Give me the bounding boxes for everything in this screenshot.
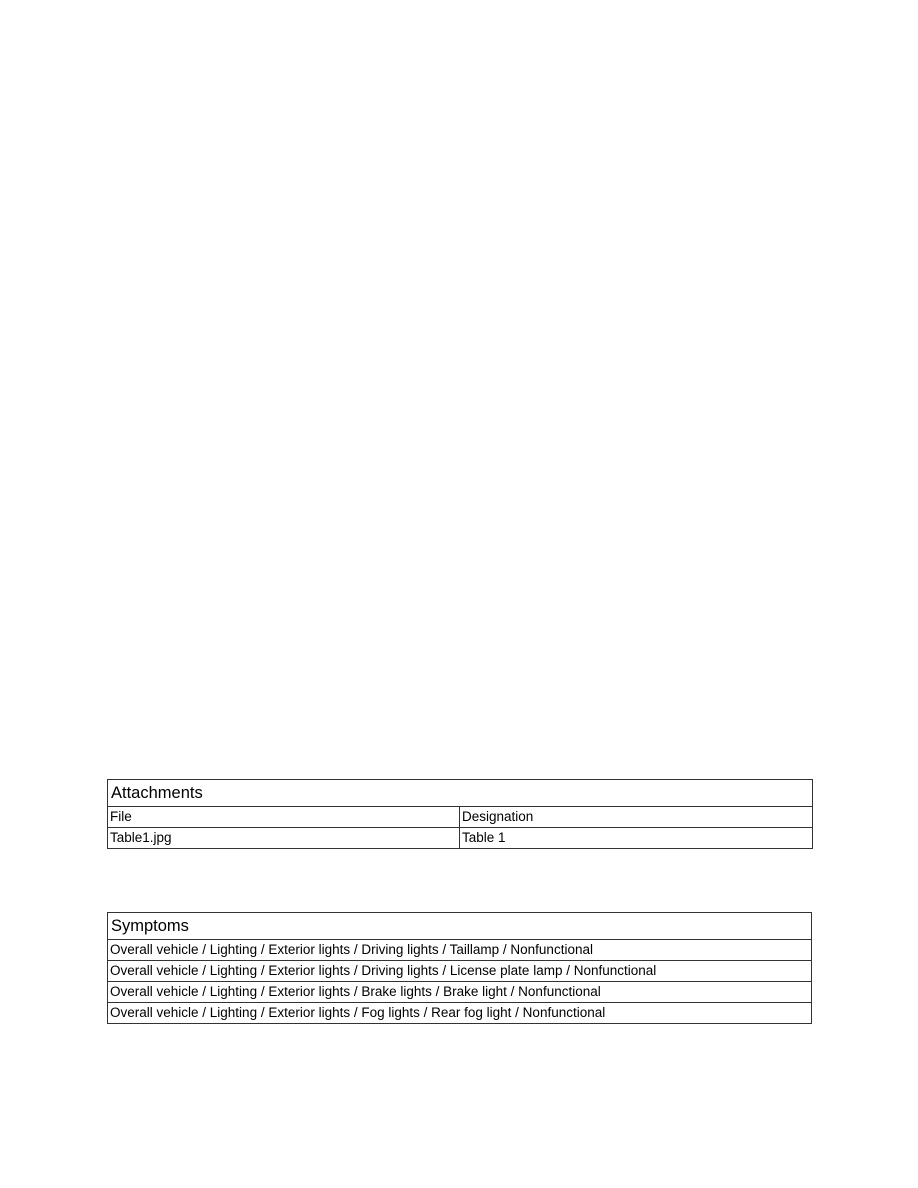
attachments-title: Attachments xyxy=(108,780,813,807)
table-row xyxy=(108,1003,812,1024)
table-row xyxy=(108,982,812,1003)
attachments-header-row xyxy=(108,807,813,828)
column-header-file: File xyxy=(108,807,460,828)
table-row xyxy=(108,940,812,961)
column-header-designation: Designation xyxy=(460,807,813,828)
symptom-item: Overall vehicle / Lighting / Exterior lights / Fog lights / Rear fog light / Nonfunctional xyxy=(108,1003,812,1024)
symptoms-table xyxy=(107,912,812,1024)
attachments-table xyxy=(107,779,813,849)
symptom-item: Overall vehicle / Lighting / Exterior lights / Driving lights / Taillamp / Nonfunctional xyxy=(108,940,812,961)
table-row xyxy=(108,828,813,849)
symptom-item: Overall vehicle / Lighting / Exterior lights / Driving lights / License plate lamp / Nonfunctional xyxy=(108,961,812,982)
table-row xyxy=(108,961,812,982)
attachment-designation: Table 1 xyxy=(460,828,813,849)
attachment-file-link[interactable]: Table1.jpg xyxy=(108,828,460,849)
symptoms-title-row xyxy=(108,913,812,940)
attachments-title-row xyxy=(108,780,813,807)
symptoms-title: Symptoms xyxy=(108,913,812,940)
symptom-item: Overall vehicle / Lighting / Exterior lights / Brake lights / Brake light / Nonfunctional xyxy=(108,982,812,1003)
